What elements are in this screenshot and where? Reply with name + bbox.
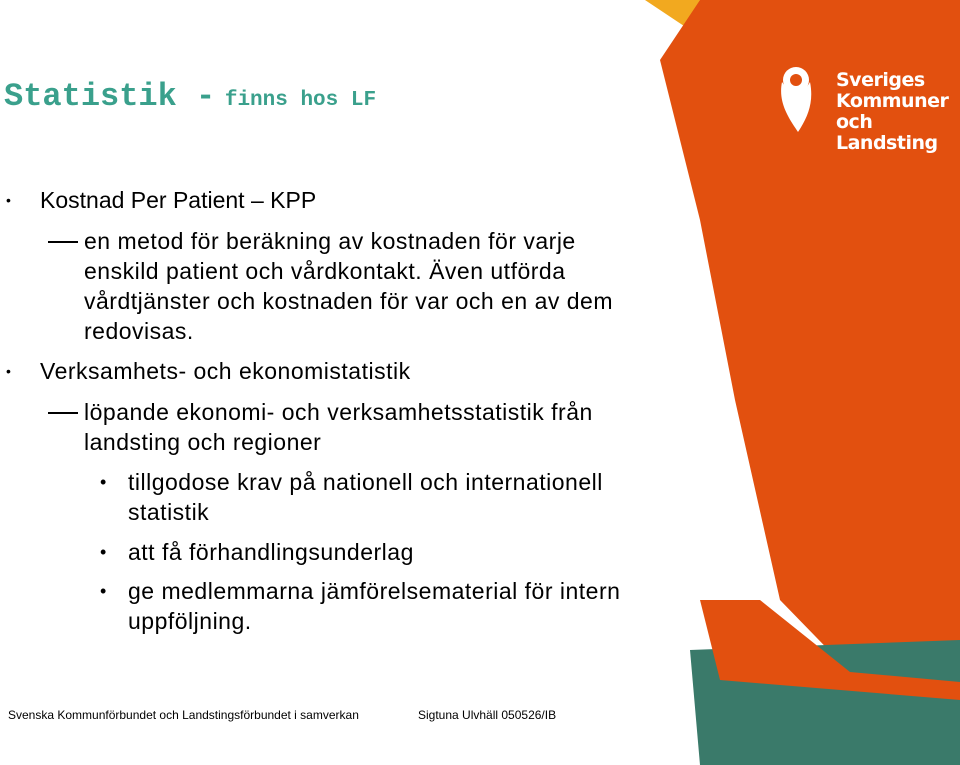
- sub-sub-item-3-line-1: ge medlemmarna jämförelsematerial för intern: [128, 578, 621, 604]
- title-sub: finns hos LF: [224, 89, 377, 112]
- sub-item-kpp-line-2: enskild patient och vårdkontakt. Även utförda: [84, 258, 566, 284]
- bullet-marker: •: [100, 581, 107, 601]
- footer-reference: Sigtuna Ulvhäll 050526/IB: [418, 708, 557, 722]
- sub-sub-item-1-line-1: tillgodose krav på nationell och internationell: [128, 469, 603, 495]
- logo-wordmark: Sveriges Kommuner och Landsting: [836, 69, 949, 154]
- bullet-marker: •: [100, 542, 107, 562]
- sub-item-statistik-line-1: löpande ekonomi- och verksamhetsstatistik från: [84, 399, 593, 425]
- sub-item-kpp-line-1: en metod för beräkning av kostnaden för varje: [84, 228, 576, 254]
- bullet-kpp: Kostnad Per Patient – KPP: [40, 187, 317, 213]
- footer-organization: Svenska Kommunförbundet och Landstingsförbundet i samverkan: [8, 708, 359, 722]
- sub-item-kpp-line-4: redovisas.: [84, 318, 194, 344]
- bullet-marker: •: [100, 472, 107, 492]
- dash-marker: [48, 241, 78, 243]
- title-main: Statistik -: [4, 78, 216, 115]
- sub-sub-item-2: att få förhandlingsunderlag: [128, 539, 414, 565]
- sub-sub-item-1-line-2: statistik: [128, 499, 210, 525]
- sub-item-statistik-line-2: landsting och regioner: [84, 429, 322, 455]
- bullet-marker: •: [6, 192, 11, 208]
- dash-marker: [48, 412, 78, 414]
- sub-sub-item-3-line-2: uppföljning.: [128, 608, 252, 634]
- sub-item-kpp-line-3: vårdtjänster och kostnaden för var och en av dem: [84, 288, 614, 314]
- bullet-marker: •: [6, 363, 11, 379]
- bullet-verksamhet: Verksamhets- och ekonomistatistik: [40, 358, 411, 384]
